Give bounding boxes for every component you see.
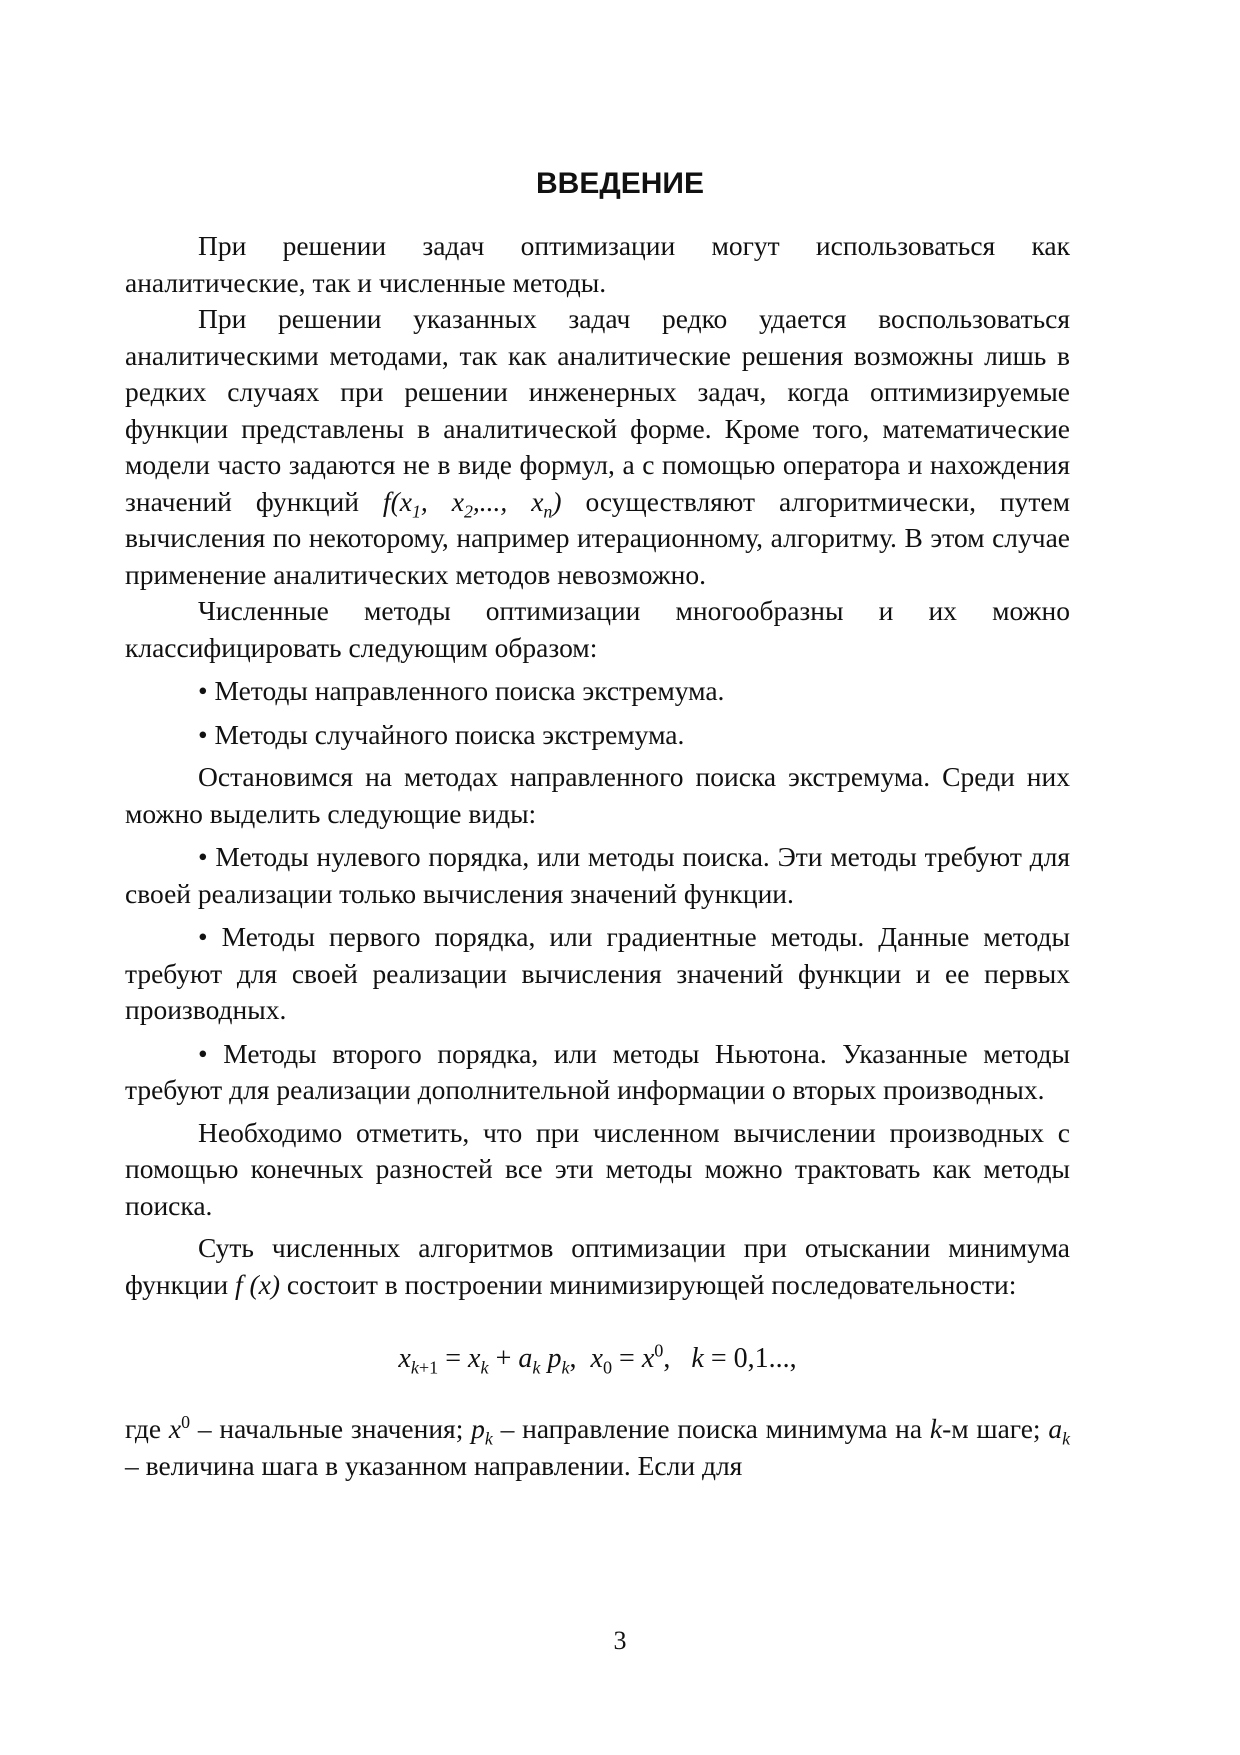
paragraph-6-text-b: состоит в построении минимизирующей последовательности: [286, 1268, 1017, 1300]
paragraph-2 [125, 301, 1070, 593]
paragraph-1: При решении задач оптимизации могут использоваться как аналитические, так и численные методы. [125, 230, 1070, 298]
paragraph-3: Численные методы оптимизации многообразны и их можно классифицировать следующим образом: [125, 595, 1070, 663]
k-symbol: k [929, 1413, 943, 1444]
paragraph-6-text-a: Суть численных алгоритмов оптимизации при отыскании минимума функции [125, 1232, 1070, 1300]
paragraph-4: Остановимся на методах направленного поиска экстремума. Среди них можно выделить следующие виды: [125, 761, 1070, 829]
step-size-text: – величина шага в указанном направлении. Если для [125, 1449, 743, 1481]
direction-text: – направление поиска минимума на [500, 1413, 923, 1444]
ak-symbol: $a_k$ [1048, 1413, 1071, 1449]
paragraph-7 [125, 1411, 1070, 1484]
bullet-first-order: • Методы первого порядка, или градиентные методы. Данные методы требуют для своей реализации вычисления значений функции и ее первых производных. [125, 921, 1070, 1025]
paragraph-5: Необходимо отметить, что при численном вычислении производных с помощью конечных разностей все эти методы можно трактовать как методы поиска. [125, 1116, 1070, 1221]
function-notation: $f(x_1$, $x_2$,..., $x_n$) [382, 485, 562, 521]
where-word: где [125, 1413, 162, 1444]
bullet-random-search: • Методы случайного поиска экстремума. [198, 718, 685, 750]
bullet-zero-order: • Методы нулевого порядка, или методы поиска. Эти методы требуют для своей реализации только вычисления значений функции. [125, 841, 1070, 909]
paragraph-2-text-b: осуществляют алгоритмически, путем вычисления по некоторому, например итерационному, алгоритму. В этом случае применение аналитических методов невозможно. [125, 485, 1071, 590]
initial-values-text: – начальные значения; [197, 1413, 464, 1444]
step-text: -м шаге; [942, 1413, 1041, 1444]
iteration-formula: $x_{k+1} = x_k + a_k$ $p_k$, $x_0 = x^0$, k = 0,1..., [398, 1340, 797, 1378]
body-text [125, 228, 1070, 1484]
pk-symbol: $p_k$ [471, 1413, 493, 1449]
function-f-of-x: f (x) [235, 1268, 281, 1300]
page-number: 3 [613, 1626, 627, 1655]
section-heading: ВВЕДЕНИЕ [536, 167, 704, 200]
paragraph-6 [125, 1230, 1070, 1303]
x0-symbol: $x^0$ [168, 1411, 191, 1444]
bullet-second-order: • Методы второго порядка, или методы Ньютона. Указанные методы требуют для реализации дополнительной информации о вторых производных. [125, 1037, 1070, 1105]
paragraph-2-text-a: При решении указанных задач редко удается воспользоваться аналитическими методами, так как аналитические решения возможны лишь в редких случаях при решении инженерных задач, когда оптимизируемые функции представлены в аналитической форме. Кроме того, математические модели часто задаются не в виде формул, а с помощью оператора и нахождения значений функций [125, 303, 1070, 517]
bullet-directed-search: • Методы направленного поиска экстремума. [198, 675, 725, 706]
function-symbol: f [382, 485, 391, 517]
